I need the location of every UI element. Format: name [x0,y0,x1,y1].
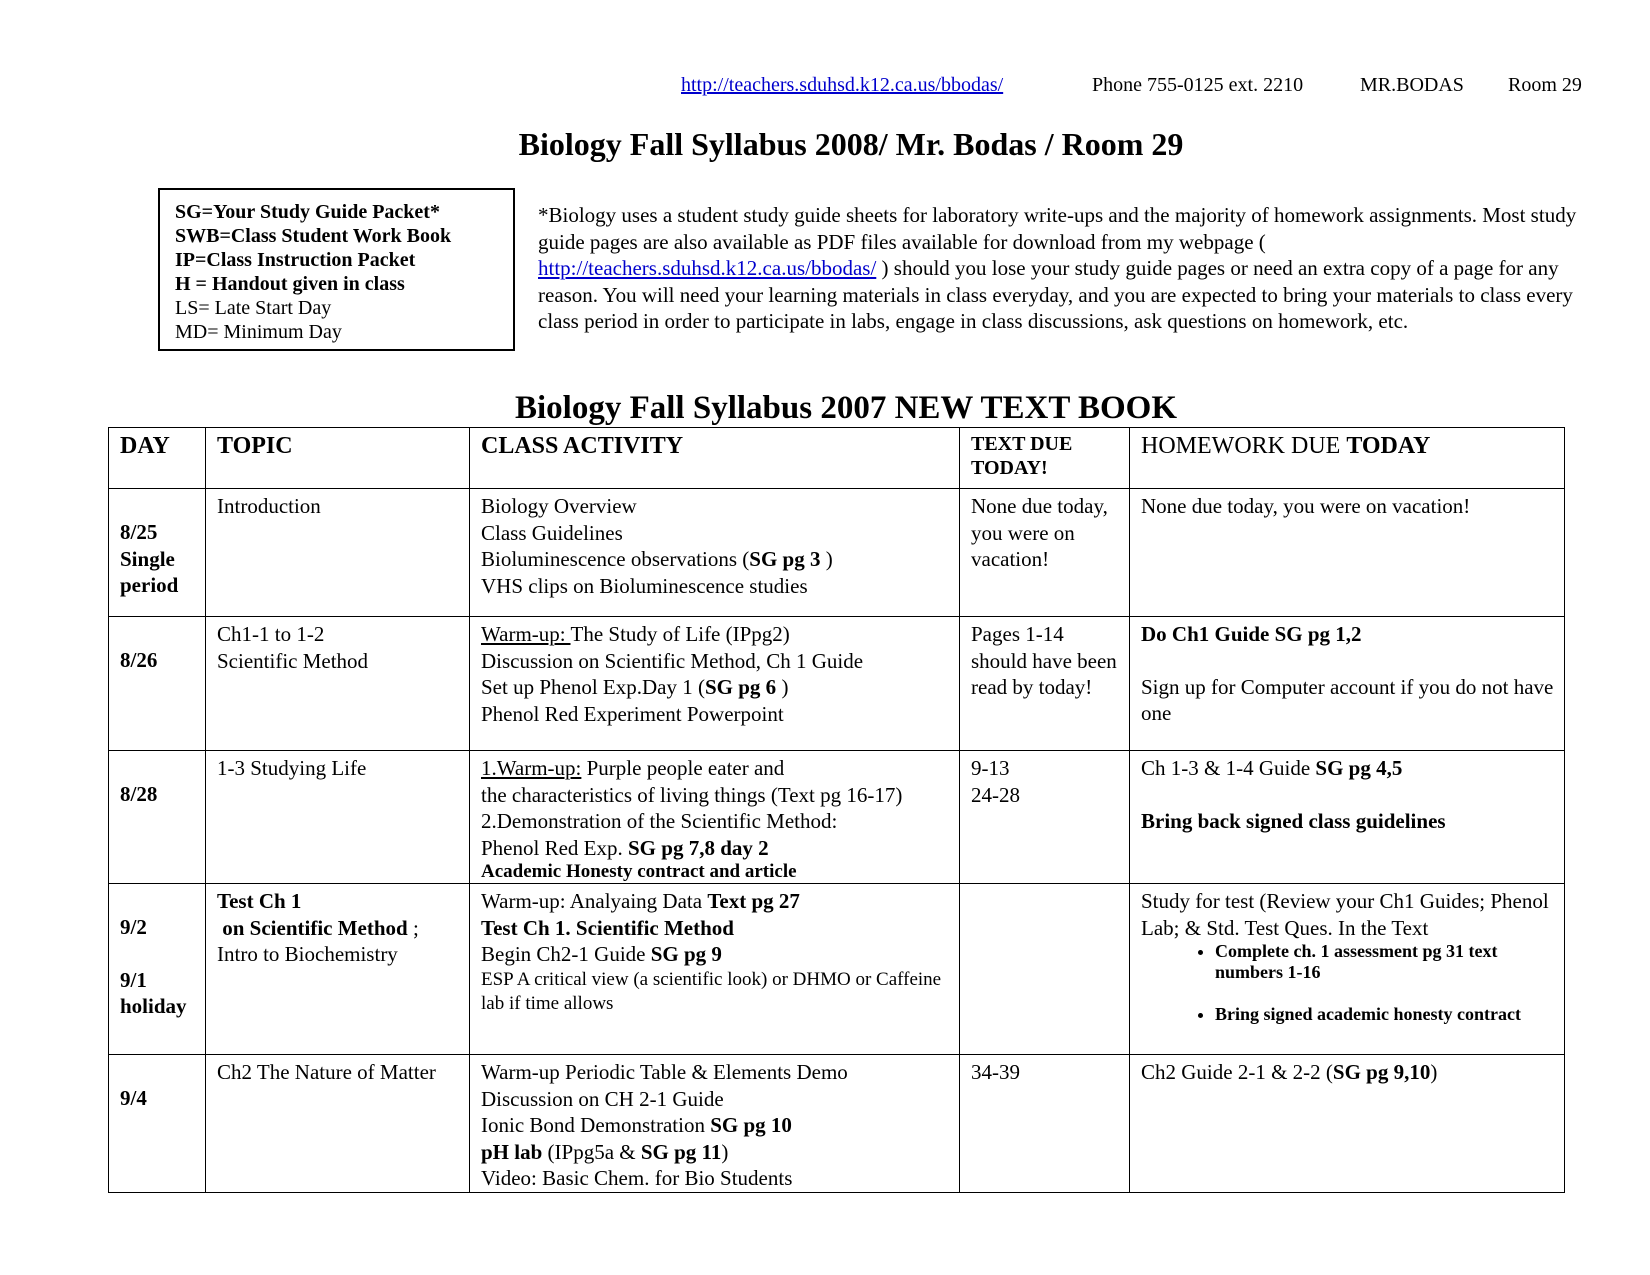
activity-cell [470,751,960,884]
legend-item: H = Handout given in class [175,273,405,295]
topic-text: Introduction [217,494,321,518]
day-cell [109,751,206,884]
header-topic: TOPIC [206,428,470,489]
homework-text: None due today, you were on vacation! [1141,494,1471,518]
table-row [109,751,1565,884]
header-homework-due [1130,428,1565,489]
header-homework-label: HOMEWORK DUE [1141,433,1347,459]
activity-line: pH lab (IPpg5a & SG pg 11) [481,1139,729,1164]
text-due-text: 34-39 [971,1060,1020,1084]
day-cell [109,489,206,617]
abbreviation-legend-box [158,188,515,351]
homework-text: Ch2 Guide 2-1 & 2-2 (SG pg 9,10) [1141,1060,1438,1084]
day-date: 8/25 [120,520,158,544]
topic-text: Ch2 The Nature of Matter [217,1060,436,1084]
legend-item: MD= Minimum Day [175,321,342,343]
activity-cell [470,489,960,617]
topic-cell [206,489,470,617]
homework-cell [1130,617,1565,751]
activity-line: Bioluminescence observations (SG pg 3 ) [481,547,833,571]
table-row [109,884,1565,1055]
topic-text: on Scientific Method ; [217,915,419,940]
teacher-webpage-link[interactable]: http://teachers.sduhsd.k12.ca.us/bbodas/ [681,74,1004,96]
intro-text: ) should you lose your study guide pages or need an extra copy of a page for any reason. You will need your learning materials in class everyday, and you are expected to bring your materials to class every class period in order to participate in labs, engage in class discussions, ask questions on homework, etc. [538,256,1573,333]
day-note: holiday [120,994,187,1018]
text-due-text: Pages 1-14 should have been read by today! [971,622,1117,699]
syllabus-subtitle: Biology Fall Syllabus 2007 NEW TEXT BOOK [515,390,1178,426]
homework-cell [1130,884,1565,1055]
intro-text: *Biology uses a student study guide sheets for laboratory write-ups and the majority of homework assignments. Most study guide pages are also available as PDF files available for download from my webpage ( [538,203,1577,254]
day-date: 8/28 [120,782,158,806]
table-row [109,617,1565,751]
activity-line: Warm-up: Analyaing Data Text pg 27 [481,889,800,913]
homework-cell [1130,1055,1565,1193]
topic-text: Scientific Method [217,648,369,673]
room-number: Room 29 [1508,74,1582,96]
activity-line: Class Guidelines [481,520,623,545]
header-homework-today: TODAY [1346,433,1431,459]
day-date: 9/2 [120,915,147,939]
day-cell [109,1055,206,1193]
homework-bullet: • Complete ch. 1 assessment pg 31 text numbers 1-16 [1215,941,1554,983]
legend-item: LS= Late Start Day [175,297,332,319]
activity-line: Warm-up Periodic Table & Elements Demo [481,1060,848,1084]
activity-line: Video: Basic Chem. for Bio Students [481,1166,793,1190]
activity-line: 2.Demonstration of the Scientific Method: [481,809,838,833]
text-due-text: None due today, you were on vacation! [971,494,1108,571]
homework-text: Study for test (Review your Ch1 Guides; Phenol Lab; & Std. Test Ques. In the Text [1141,889,1549,940]
activity-line: ESP A critical view (a scientific look) or DHMO or Caffeine lab if time allows [481,968,942,1014]
page-title: Biology Fall Syllabus 2008/ Mr. Bodas / Room 29 [518,126,1184,162]
topic-text: 1-3 Studying Life [217,756,367,780]
homework-bullet-list [1141,941,1554,1025]
header-text-due: TEXT DUE TODAY! [960,428,1130,489]
header-day: DAY [109,428,206,489]
activity-line: Biology Overview [481,494,637,518]
topic-text: Test Ch 1 [217,889,302,913]
text-due-cell [960,751,1130,884]
text-due-text: 9-13 [971,756,1010,780]
day-cell [109,617,206,751]
homework-bullet: • Bring signed academic honesty contract [1215,1004,1554,1025]
activity-line: 1.Warm-up: Purple people eater and [481,756,785,780]
table-header-row [109,428,1565,489]
legend-item: SWB=Class Student Work Book [175,225,452,247]
activity-line: Phenol Red Exp. SG pg 7,8 day 2 [481,835,769,860]
header-class-activity: CLASS ACTIVITY [470,428,960,489]
topic-text: Intro to Biochemistry [217,942,398,966]
homework-text: Sign up for Computer account if you do not have one [1141,674,1554,725]
intro-webpage-link[interactable]: http://teachers.sduhsd.k12.ca.us/bbodas/ [538,256,877,280]
syllabus-table [108,427,1565,1193]
activity-line: Discussion on CH 2-1 Guide [481,1086,724,1111]
text-due-cell [960,489,1130,617]
topic-cell [206,1055,470,1193]
topic-cell [206,617,470,751]
activity-line: Begin Ch2-1 Guide SG pg 9 [481,942,722,966]
teacher-name: MR.BODAS [1360,74,1464,96]
day-date: 9/4 [120,1086,147,1110]
activity-line: Ionic Bond Demonstration SG pg 10 [481,1113,792,1137]
topic-cell [206,751,470,884]
legend-item: SG=Your Study Guide Packet* [175,201,440,223]
homework-cell [1130,751,1565,884]
activity-line: VHS clips on Bioluminescence studies [481,573,808,598]
homework-text: Do Ch1 Guide SG pg 1,2 [1141,622,1362,646]
homework-text: Bring back signed class guidelines [1141,808,1446,833]
activity-line: Academic Honesty contract and article [481,861,797,882]
legend-item: IP=Class Instruction Packet [175,249,416,271]
homework-text: Ch 1-3 & 1-4 Guide SG pg 4,5 [1141,756,1403,780]
day-cell [109,884,206,1055]
table-row [109,1055,1565,1193]
day-note: period [120,573,179,597]
activity-cell [470,884,960,1055]
activity-line: Discussion on Scientific Method, Ch 1 Guide [481,648,864,673]
day-date: 8/26 [120,648,158,672]
text-due-cell [960,884,1130,1055]
phone-number: Phone 755-0125 ext. 2210 [1092,74,1304,96]
activity-cell [470,617,960,751]
day-note: Single [120,546,175,571]
table-row [109,489,1565,617]
activity-line: Warm-up: The Study of Life (IPpg2) [481,622,790,646]
homework-cell [1130,489,1565,617]
topic-text: Ch1-1 to 1-2 [217,622,325,646]
day-date: 9/1 [120,967,147,992]
activity-line: Test Ch 1. Scientific Method [481,915,734,940]
topic-cell [206,884,470,1055]
activity-line: the characteristics of living things (Text pg 16-17) [481,782,903,807]
text-due-text: 24-28 [971,782,1020,807]
intro-paragraph [538,202,1588,335]
activity-line: Set up Phenol Exp.Day 1 (SG pg 6 ) [481,675,789,699]
text-due-cell [960,1055,1130,1193]
activity-line: Phenol Red Experiment Powerpoint [481,701,784,726]
text-due-cell [960,617,1130,751]
activity-cell [470,1055,960,1193]
